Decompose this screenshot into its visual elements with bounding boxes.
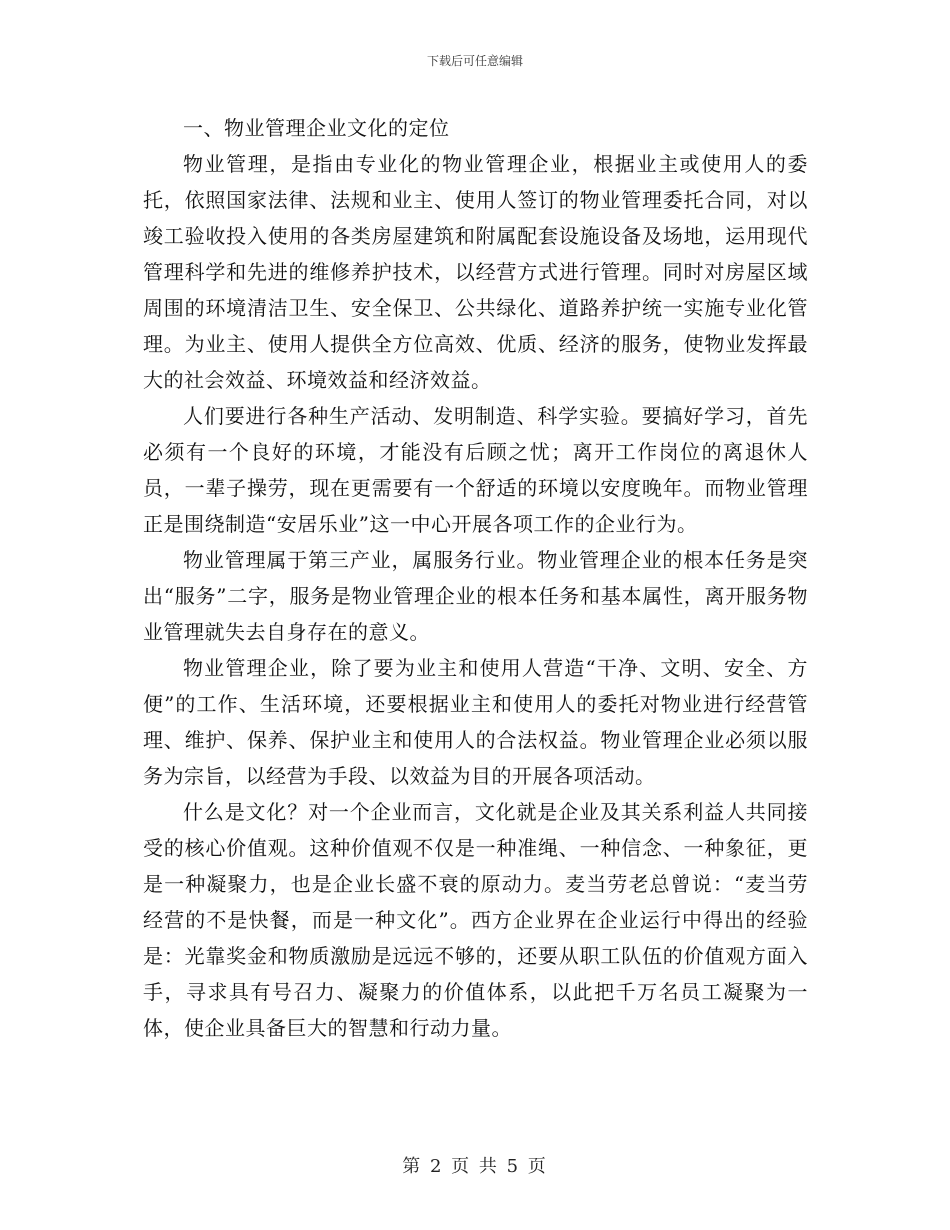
section-heading: 一、物业管理企业文化的定位	[183, 116, 450, 140]
paragraph-2: 人们要进行各种生产活动、发明制造、科学实验。要搞好学习，首先必须有一个良好的环境，才能没有后顾之忧；离开工作岗位的离退休人员，一辈子操劳，现在更需要有一个舒适的环境以安度晚年。而物业管理正是围绕制造“安居乐业”这一中心开展各项工作的企业行为。	[143, 404, 808, 536]
paragraph-5: 什么是文化？对一个企业而言，文化就是企业及其关系利益人共同接受的核心价值观。这种价值观不仅是一种准绳、一种信念、一种象征，更是一种凝聚力，也是企业长盛不衰的原动力。麦当劳老总曾说：“麦当劳经营的不是快餐，而是一种文化”。西方企业界在企业运行中得出的经验是：光靠奖金和物质激励是远远不够的，还要从职工队伍的价值观方面入手，寻求具有号召力、凝聚力的价值体系，以此把千万名员工凝聚为一体，使企业具备巨大的智慧和行动力量。	[143, 800, 808, 1040]
paragraph-1: 物业管理，是指由专业化的物业管理企业，根据业主或使用人的委托，依照国家法律、法规和业主、使用人签订的物业管理委托合同，对以竣工验收投入使用的各类房屋建筑和附属配套设施设备及场地，运用现代管理科学和先进的维修养护技术，以经营方式进行管理。同时对房屋区域周围的环境清洁卫生、安全保卫、公共绿化、道路养护统一实施专业化管理。为业主、使用人提供全方位高效、优质、经济的服务，使物业发挥最大的社会效益、环境效益和经济效益。	[143, 152, 808, 392]
page-number: 第 2 页 共 5 页	[402, 1156, 548, 1177]
paragraph-3: 物业管理属于第三产业，属服务行业。物业管理企业的根本任务是突出“服务”二字，服务是物业管理企业的根本任务和基本属性，离开服务物业管理就失去自身存在的意义。	[143, 548, 808, 644]
page-header: 下载后可任意编辑	[426, 54, 523, 68]
paragraph-4: 物业管理企业，除了要为业主和使用人营造“干净、文明、安全、方便”的工作、生活环境，还要根据业主和使用人的委托对物业进行经营管理、维护、保养、保护业主和使用人的合法权益。物业管理企业必须以服务为宗旨，以经营为手段、以效益为目的开展各项活动。	[143, 656, 808, 788]
document-body	[143, 110, 808, 1046]
